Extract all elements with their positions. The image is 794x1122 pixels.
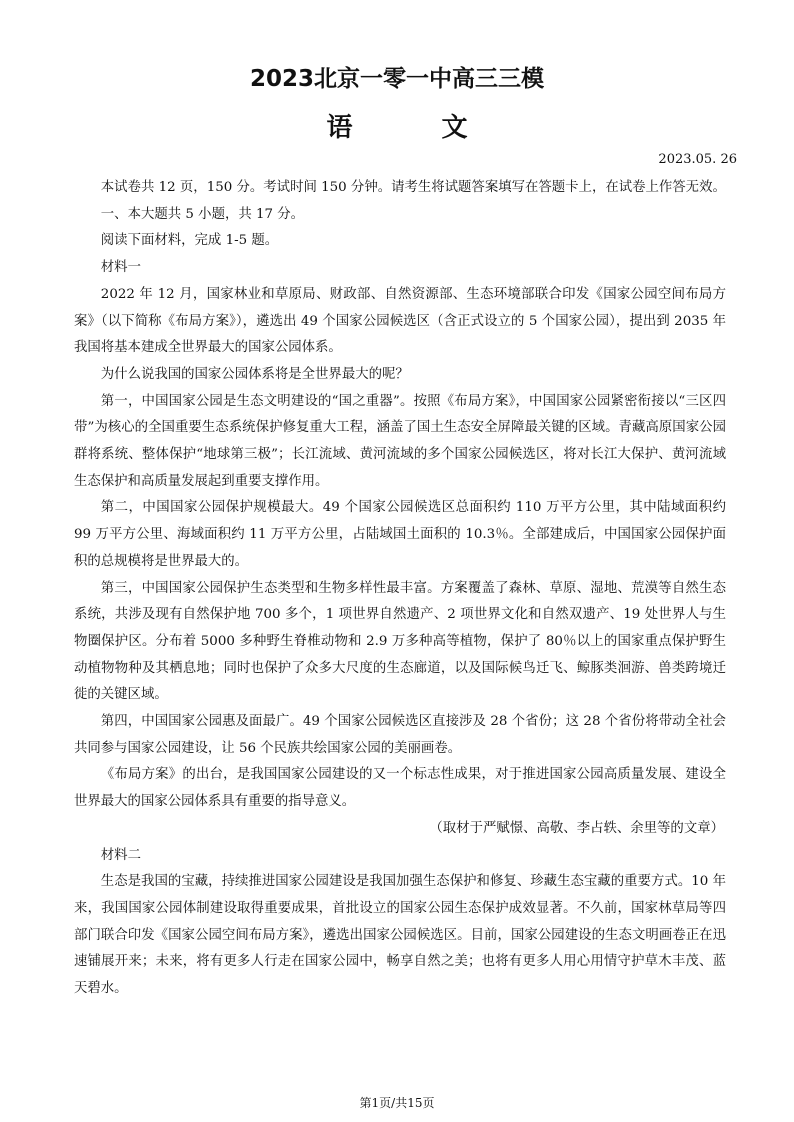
page-number: 第1页/共15页 [359, 1096, 435, 1110]
section-heading: 一、本大题共 5 小题，共 17 分。 [100, 206, 305, 222]
material-one-paragraph: 2022 年 12 月，国家林业和草原局、财政部、自然资源部、生态环境部联合印发《国家公园空间布局方案》（以下简称《布局方案》），遴选出 49 个国家公园候选区（含正式设立的 5 个国家公园），提出到 2035 年我国将基本建成全世界最大的国家公园体系。 [74, 286, 726, 356]
material-one-source: （取材于严赋憬、高敬、李占轶、余里等的文章） [429, 820, 724, 836]
material-one-paragraph: 第二，中国国家公园保护规模最大。49 个国家公园候选区总面积约 110 万平方公里，其中陆域面积约 99 万平方公里、海域面积约 11 万平方公里，占陆域国土面积的 10.3％。全部建成后，中国国家公园保护面积的总规模将是世界最大的。 [74, 500, 726, 569]
exam-body [74, 175, 726, 1003]
exam-date: 2023.05. 26 [658, 152, 737, 167]
material-one-paragraph: 为什么说我国的国家公园体系将是全世界最大的呢？ [100, 366, 409, 382]
material-two-paragraph: 生态是我国的宝藏，持续推进国家公园建设是我国加强生态保护和修复、珍藏生态宝藏的重要方式。10 年来，我国国家公园体制建设取得重要成果，首批设立的国家公园生态保护成效显著。不久前，国家林草局等四部门联合印发《国家公园空间布局方案》，遴选出国家公园候选区。目前，国家公园建设的生态文明画卷正在迅速铺展开来；未来，将有更多人行走在国家公园中，畅享自然之美；也将有更多人用心用情守护草木丰茂、蓝天碧水。 [74, 874, 726, 997]
exam-title: 2023北京一零一中高三三模 [249, 66, 544, 92]
material-one-paragraph: 《布局方案》的出台，是我国国家公园建设的又一个标志性成果，对于推进国家公园高质量发展、建设全世界最大的国家公园体系具有重要的指导意义。 [74, 767, 726, 810]
material-one-paragraph: 第一，中国国家公园是生态文明建设的“国之重器”。按照《布局方案》，中国国家公园紧密衔接以“三区四带”为核心的全国重要生态系统保护修复重大工程，涵盖了国土生态安全屏障最关键的区域。青藏高原国家公园群将系统、整体保护“地球第三极”；长江流域、黄河流域的多个国家公园候选区，将对长江大保护、黄河流域生态保护和高质量发展起到重要支撑作用。 [74, 393, 726, 489]
material-two-heading: 材料二 [100, 847, 141, 863]
reading-prompt: 阅读下面材料，完成 1-5 题。 [100, 233, 279, 249]
material-one-paragraph: 第三，中国国家公园保护生态类型和生物多样性最丰富。方案覆盖了森林、草原、湿地、荒漠等自然生态系统，共涉及现有自然保护地 700 多个，1 项世界自然遗产、2 项世界文化和自然双遗产、19 处世界人与生物圈保护区。分布着 5000 多种野生脊椎动物和 2.9 万多种高等植物，保护了 80％以上的国家重点保护野生动植物物种及其栖息地；同时也保护了众多大尺度的生态廊道，以及国际候鸟迁飞、鲸豚类洄游、兽类跨境迁徙的关键区域。 [74, 580, 726, 703]
subject-heading: 语 文 [326, 113, 508, 143]
exam-instructions: 本试卷共 12 页，150 分。考试时间 150 分钟。请考生将试题答案填写在答题卡上，在试卷上作答无效。 [100, 180, 726, 195]
material-one-heading: 材料一 [100, 260, 141, 276]
material-one-paragraph: 第四，中国国家公园惠及面最广。49 个国家公园候选区直接涉及 28 个省份；这 28 个省份将带动全社会共同参与国家公园建设，让 56 个民族共绘国家公园的美丽画卷。 [74, 714, 726, 756]
